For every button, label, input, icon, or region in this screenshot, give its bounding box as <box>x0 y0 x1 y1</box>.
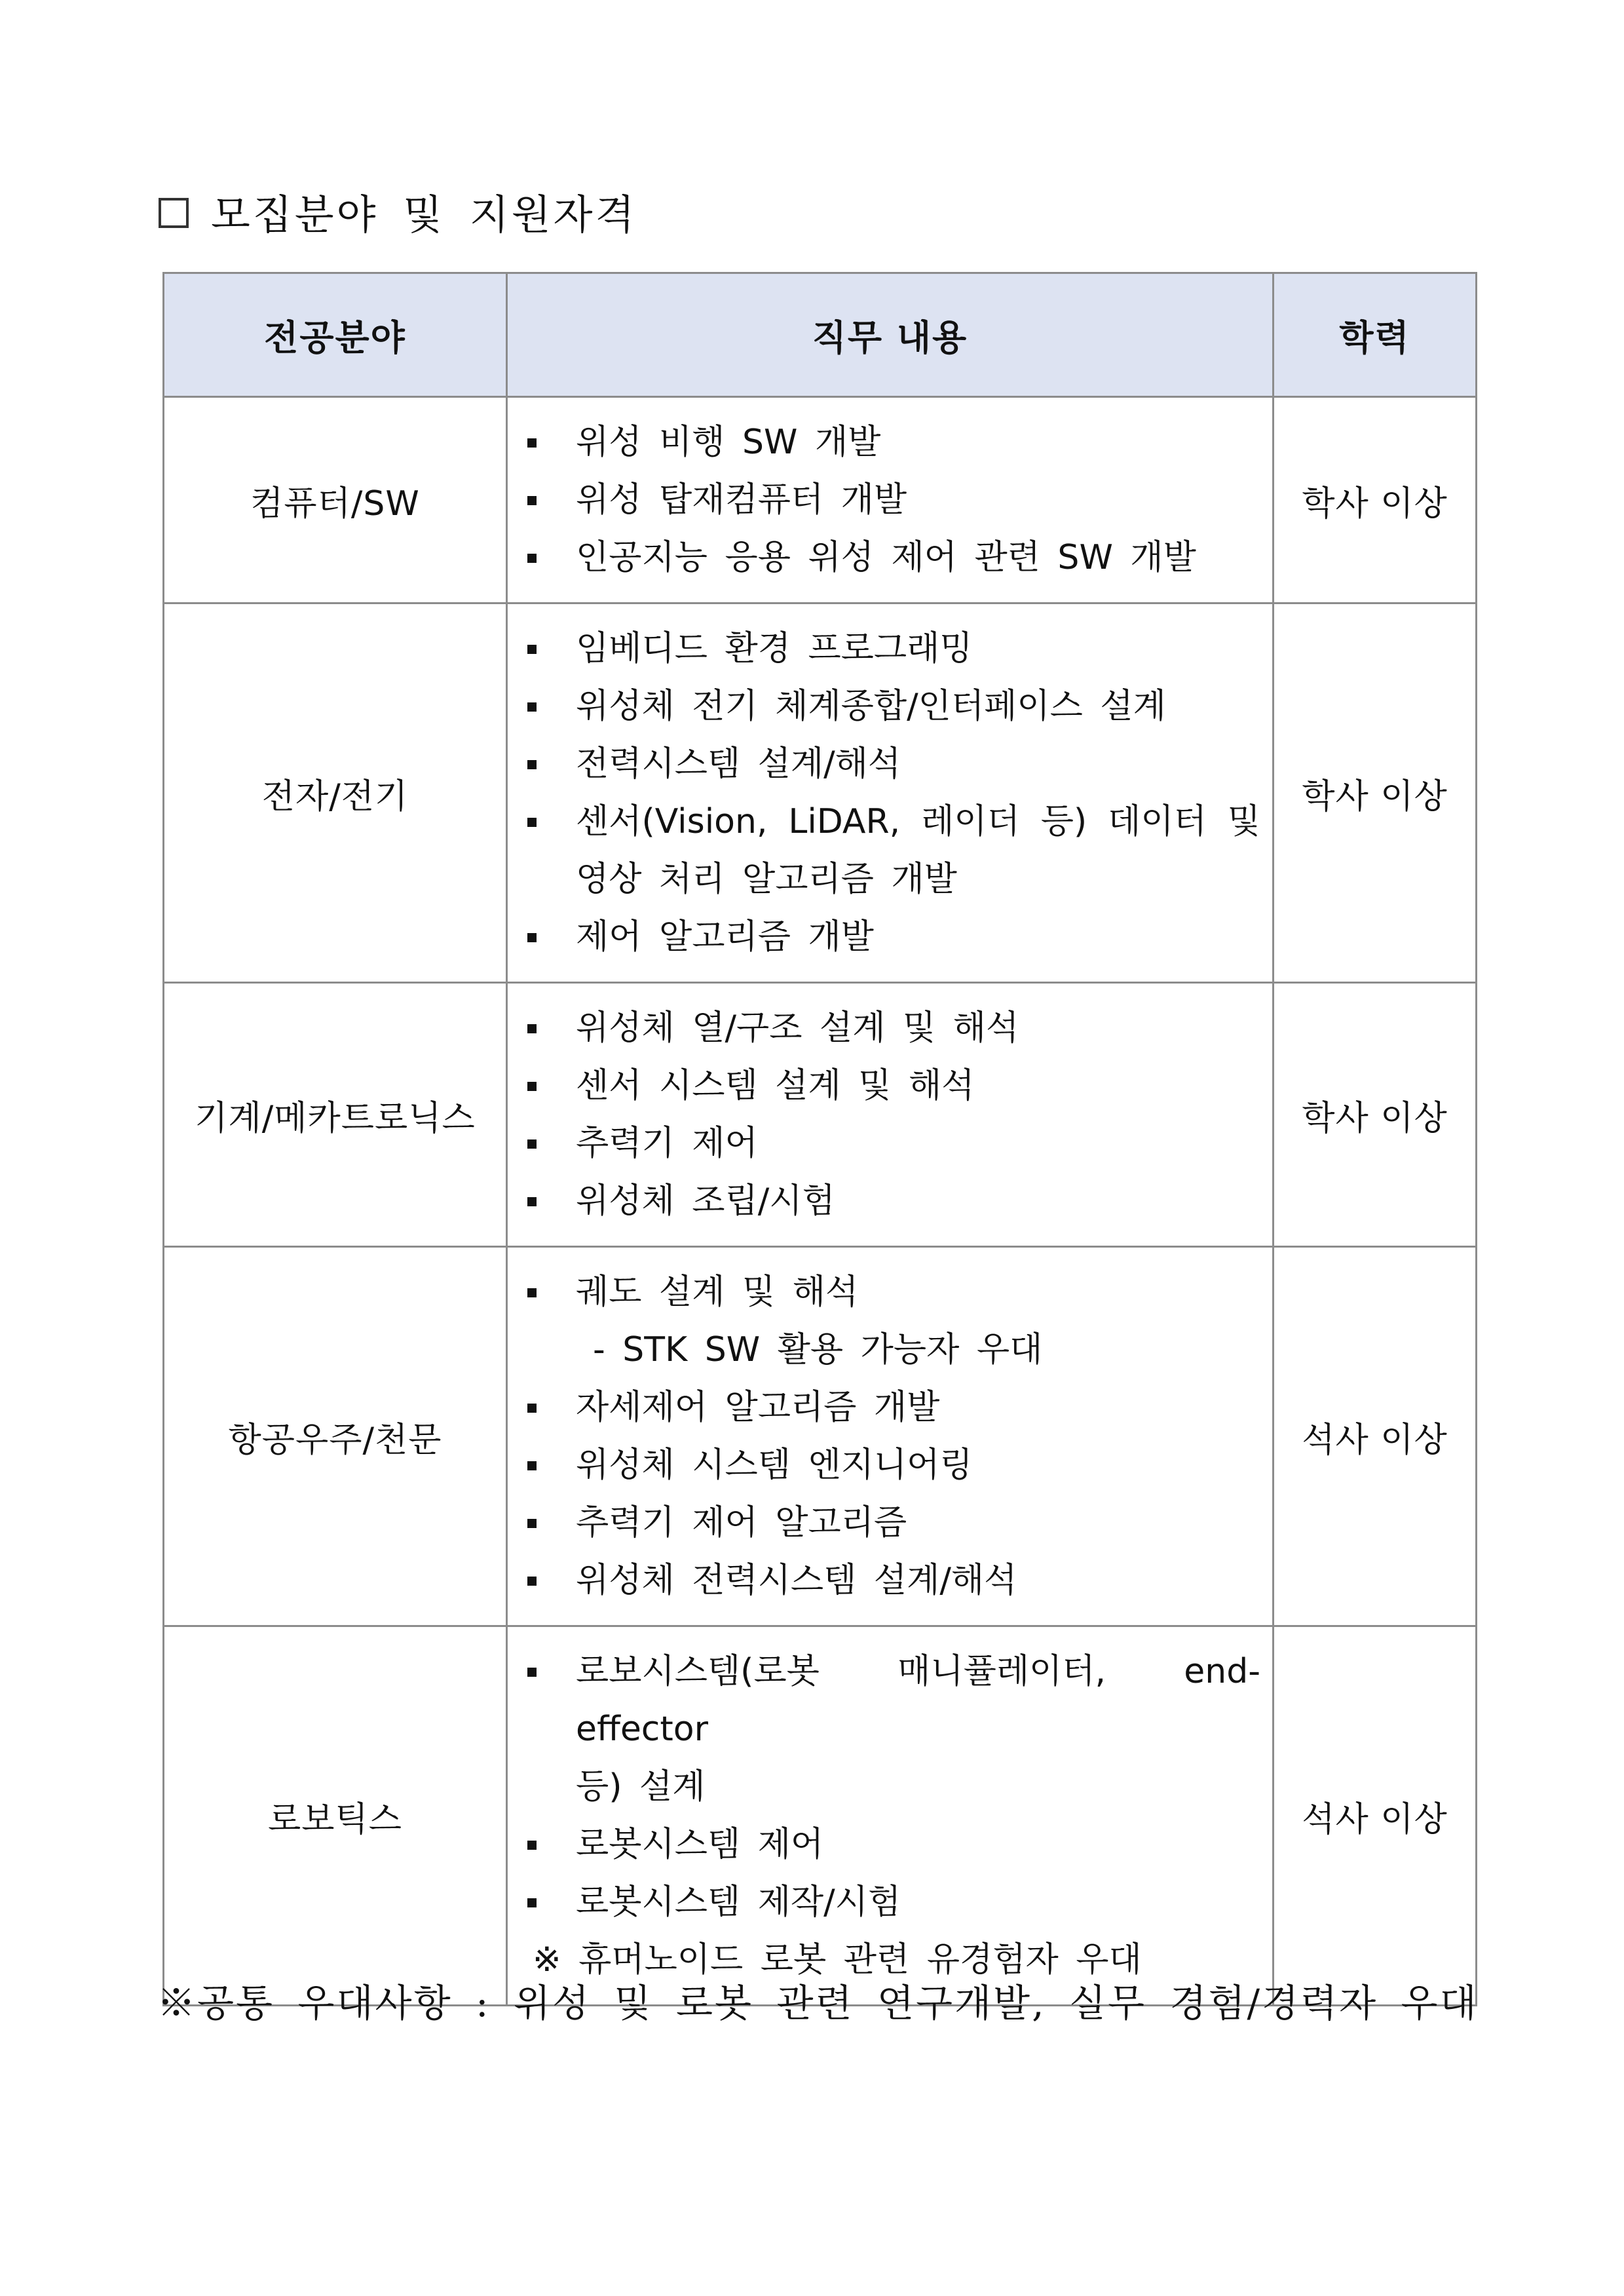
duty-item: 궤도 설계 및 해석 <box>519 1263 1260 1321</box>
header-education: 학력 <box>1274 273 1477 397</box>
field-cell: 전자/전기 <box>164 603 507 983</box>
duty-item: 인공지능 응용 위성 제어 관련 SW 개발 <box>519 529 1260 586</box>
duty-item-continuation: 영상 처리 알고리즘 개발 <box>576 860 957 899</box>
field-cell: 항공우주/천문 <box>164 1247 507 1626</box>
duty-item: 위성 비행 SW 개발 <box>519 413 1260 471</box>
education-cell: 석사 이상 <box>1274 1247 1477 1626</box>
duty-item: 임베디드 환경 프로그래밍 <box>519 620 1260 678</box>
duty-item: 로봇시스템 제작/시험 <box>519 1873 1260 1931</box>
duty-item: 로보시스템(로봇 매니퓰레이터, end-effector <box>519 1643 1260 1758</box>
education-cell: 석사 이상 <box>1274 1626 1477 2006</box>
duties-cell <box>507 1626 1274 2006</box>
duty-item: 제어 알고리즘 개발 <box>519 908 1260 966</box>
duties-cell <box>507 603 1274 983</box>
duty-item: 추력기 제어 <box>519 1115 1260 1172</box>
checkbox-icon <box>159 198 189 228</box>
education-cell: 학사 이상 <box>1274 397 1477 603</box>
duties-cell <box>507 397 1274 603</box>
table-row <box>164 1626 1477 2006</box>
duty-item-continuation: 등) 설계 <box>576 1767 706 1807</box>
duty-item: 위성 탑재컴퓨터 개발 <box>519 471 1260 529</box>
table-row <box>164 1247 1477 1626</box>
field-cell: 컴퓨터/SW <box>164 397 507 603</box>
table-row <box>164 983 1477 1247</box>
section-title: 모집분야 및 지원자격 <box>211 190 637 239</box>
duty-sub-item: - STK SW 활용 가능자 우대 <box>593 1330 1043 1369</box>
table-row <box>164 397 1477 603</box>
education-cell: 학사 이상 <box>1274 983 1477 1247</box>
header-field: 전공분야 <box>164 273 507 397</box>
duty-item: 위성체 전력시스템 설계/해석 <box>519 1552 1260 1609</box>
duty-item: 위성체 조립/시험 <box>519 1172 1260 1230</box>
education-cell: 학사 이상 <box>1274 603 1477 983</box>
duty-item: 자세제어 알고리즘 개발 <box>519 1379 1260 1436</box>
duty-item: 센서(Vision, LiDAR, 레이더 등) 데이터 및 <box>519 793 1260 851</box>
section-heading <box>159 185 637 237</box>
table-header-row <box>164 273 1477 397</box>
field-cell: 로보틱스 <box>164 1626 507 2006</box>
duty-item: 추력기 제어 알고리즘 <box>519 1494 1260 1552</box>
duties-cell <box>507 983 1274 1247</box>
table-row <box>164 603 1477 983</box>
duty-note: ※ 휴머노이드 로봇 관련 유경험자 우대 <box>533 1940 1142 1980</box>
duty-item: 센서 시스템 설계 및 해석 <box>519 1057 1260 1115</box>
common-preference-note: ※공통 우대사항 : 위성 및 로봇 관련 연구개발, 실무 경험/경력자 우대 <box>157 1981 1479 2025</box>
duty-item: 로봇시스템 제어 <box>519 1816 1260 1873</box>
duty-item: 전력시스템 설계/해석 <box>519 735 1260 793</box>
duty-item: 위성체 열/구조 설계 및 해석 <box>519 999 1260 1057</box>
field-cell: 기계/메카트로닉스 <box>164 983 507 1247</box>
duty-item: 위성체 시스템 엔지니어링 <box>519 1436 1260 1494</box>
duty-item: 위성체 전기 체계종합/인터페이스 설계 <box>519 678 1260 735</box>
header-duties: 직무 내용 <box>507 273 1274 397</box>
duties-cell <box>507 1247 1274 1626</box>
recruitment-table <box>162 272 1477 2006</box>
